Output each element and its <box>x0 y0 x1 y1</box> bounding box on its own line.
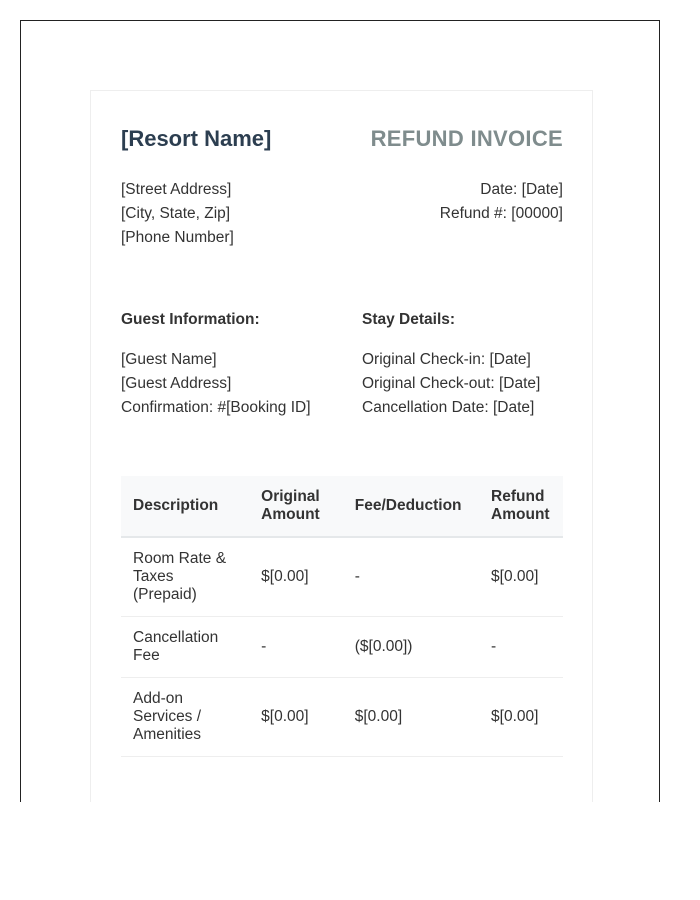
refund-number: Refund #: [00000] <box>439 205 563 222</box>
page-frame <box>20 20 660 802</box>
stay-details-heading: Stay Details: <box>362 311 456 328</box>
row-refund-amount: $[0.00] <box>479 678 563 757</box>
guest-name: [Guest Name] <box>121 351 217 368</box>
table-row <box>121 678 563 757</box>
resort-name: [Resort Name] <box>121 126 272 151</box>
row-description: Cancellation Fee <box>121 617 249 678</box>
invoice-date: Date: [Date] <box>480 181 563 198</box>
row-original-amount: $[0.00] <box>249 537 343 617</box>
invoice-document <box>90 90 593 802</box>
check-out-date: Original Check-out: [Date] <box>362 375 541 392</box>
invoice-meta <box>440 178 563 226</box>
street-address: [Street Address] <box>121 181 232 198</box>
invoice-title: REFUND INVOICE <box>370 126 563 151</box>
table-row <box>121 617 563 678</box>
header-refund-amount: Refund Amount <box>479 476 563 537</box>
refund-items-table <box>121 476 563 757</box>
city-state-zip: [City, State, Zip] <box>121 205 231 222</box>
table-row <box>121 537 563 617</box>
check-in-date: Original Check-in: [Date] <box>362 351 531 368</box>
confirmation-number: Confirmation: #[Booking ID] <box>121 399 311 416</box>
header-description: Description <box>121 476 249 537</box>
row-refund-amount: $[0.00] <box>479 537 563 617</box>
invoice-content <box>121 121 563 757</box>
guest-address: [Guest Address] <box>121 375 232 392</box>
row-fee-deduction: - <box>343 537 479 617</box>
row-refund-amount: - <box>479 617 563 678</box>
row-fee-deduction: ($[0.00]) <box>343 617 479 678</box>
row-description: Add-on Services / Amenities <box>121 678 249 757</box>
guest-info-heading: Guest Information: <box>121 311 260 328</box>
invoice-header <box>121 121 563 171</box>
cancellation-date: Cancellation Date: [Date] <box>362 399 535 416</box>
header-fee-deduction: Fee/Deduction <box>343 476 479 537</box>
row-description: Room Rate & Taxes (Prepaid) <box>121 537 249 617</box>
phone-number: [Phone Number] <box>121 229 234 246</box>
resort-address <box>121 178 234 250</box>
guest-information <box>121 308 362 420</box>
row-fee-deduction: $[0.00] <box>343 678 479 757</box>
row-original-amount: - <box>249 617 343 678</box>
info-section <box>121 308 563 420</box>
table-header-row <box>121 476 563 537</box>
address-meta-row <box>121 178 563 250</box>
header-original-amount: Original Amount <box>249 476 343 537</box>
row-original-amount: $[0.00] <box>249 678 343 757</box>
stay-details <box>362 308 563 420</box>
